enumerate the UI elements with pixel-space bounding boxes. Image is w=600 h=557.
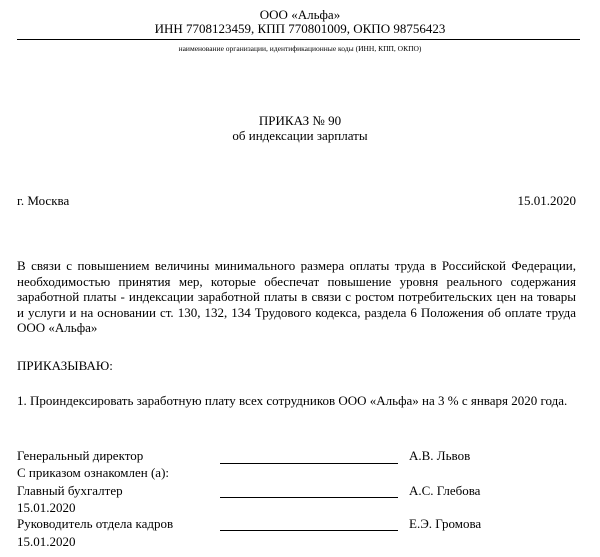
hr-date: 15.01.2020 (17, 534, 76, 549)
acquainted-label: С приказом ознакомлен (а): (17, 465, 170, 480)
hr-title: Руководитель отдела кадров (17, 516, 174, 531)
order-title: ПРИКАЗ № 90 (258, 113, 342, 128)
order-date: 15.01.2020 (517, 193, 576, 208)
org-name: ООО «Альфа» (259, 7, 341, 22)
director-signature-line (220, 463, 398, 464)
accountant-signature-line (220, 497, 398, 498)
hr-name: Е.Э. Громова (409, 516, 482, 531)
accountant-date: 15.01.2020 (17, 500, 76, 515)
director-name: А.В. Львов (409, 448, 471, 463)
order-subtitle: об индексации зарплаты (232, 128, 368, 143)
org-codes: ИНН 7708123459, КПП 770801009, ОКПО 98756423 (154, 21, 446, 36)
order-preamble: В связи с повышением величины минимального размера оплаты труда в Российской Федерации, необходимостью принятия мер, которые обеспечат повышение уровня реального содержания заработной платы - индексации заработной платы в связи с ростом потребительских цен на товары и услуги и на основании ст. 130, 132, 134 Трудового кодекса, раздела 6 Положения об оплате труда ООО «Альфа» (17, 258, 576, 335)
order-word: ПРИКАЗЫВАЮ: (17, 358, 113, 373)
order-place: г. Москва (17, 193, 70, 208)
header-divider (17, 39, 580, 40)
director-title: Генеральный директор (17, 448, 144, 463)
header-caption: наименование организации, идентификационные коды (ИНН, КПП, ОКПО) (178, 44, 422, 53)
order-item-1: 1. Проиндексировать заработную плату всех сотрудников ООО «Альфа» на 3 % с января 2020 года. (17, 393, 568, 408)
accountant-title: Главный бухгалтер (17, 483, 123, 498)
hr-signature-line (220, 530, 398, 531)
accountant-name: А.С. Глебова (409, 483, 481, 498)
